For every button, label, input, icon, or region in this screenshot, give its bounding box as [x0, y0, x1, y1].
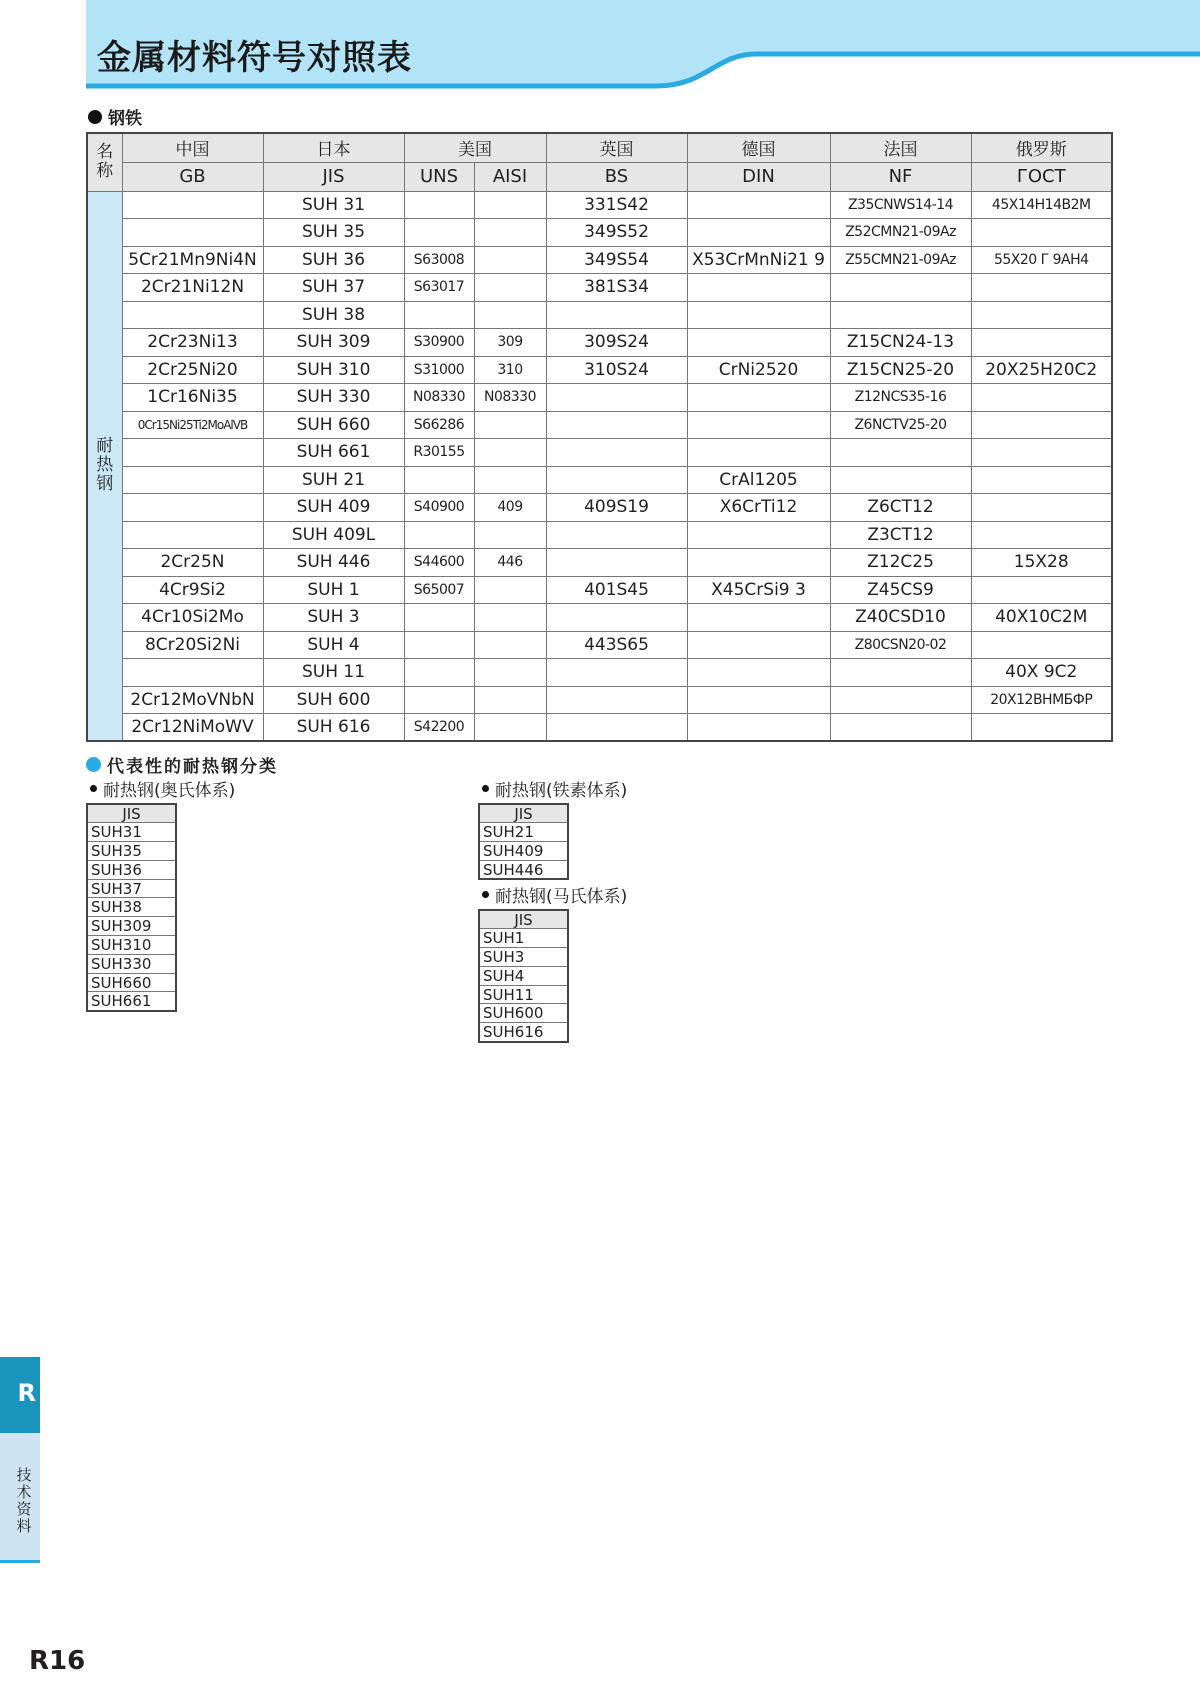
table-row: [87, 301, 1112, 329]
table-cell: [122, 494, 263, 522]
table-cell: [122, 659, 263, 687]
table-cell: 2Cr21Ni12N: [122, 274, 263, 302]
table-cell: Z15CN24-13: [830, 329, 971, 357]
table-cell: SUH 38: [263, 301, 404, 329]
table-cell: Z12NCS35-16: [830, 384, 971, 412]
table-cell: [830, 686, 971, 714]
material-table: [86, 132, 1113, 742]
side-tab-letter[interactable]: R: [0, 1357, 40, 1433]
table-cell: 409: [474, 494, 546, 522]
standard-header: JIS: [263, 162, 404, 191]
table-cell: 443S65: [546, 631, 687, 659]
table-cell: SUH 409L: [263, 521, 404, 549]
table-cell: [474, 246, 546, 274]
table-cell: [474, 631, 546, 659]
standard-header: GB: [122, 162, 263, 191]
bullet-icon: [482, 785, 489, 792]
table-row: [87, 356, 1112, 384]
table-row: [87, 191, 1112, 219]
group-table-cell: SUH37: [87, 879, 176, 898]
table-cell: SUH 37: [263, 274, 404, 302]
table-cell: 349S52: [546, 219, 687, 247]
table-cell: 40X10C2M: [971, 604, 1112, 632]
side-tab-label[interactable]: 技术资料: [0, 1433, 40, 1563]
table-cell: S30900: [404, 329, 474, 357]
table-cell: [687, 439, 830, 467]
group-table-cell: SUH35: [87, 842, 176, 861]
table-cell: [474, 439, 546, 467]
page-number: R16: [29, 1646, 86, 1676]
table-cell: Z6CT12: [830, 494, 971, 522]
table-cell: [474, 191, 546, 219]
table-cell: [404, 659, 474, 687]
table-cell: [687, 686, 830, 714]
table-cell: [687, 219, 830, 247]
group-table-cell: SUH38: [87, 898, 176, 917]
table-cell: Z45CS9: [830, 576, 971, 604]
table-cell: [474, 301, 546, 329]
table-cell: CrNi2520: [687, 356, 830, 384]
table-cell: X6CrTi12: [687, 494, 830, 522]
table-cell: S31000: [404, 356, 474, 384]
table-cell: SUH 661: [263, 439, 404, 467]
group-label: [482, 882, 627, 907]
table-cell: [474, 219, 546, 247]
table-cell: [474, 604, 546, 632]
table-cell: [971, 411, 1112, 439]
table-cell: Z52CMN21-09Az: [830, 219, 971, 247]
group-table-cell: SUH409: [479, 842, 568, 861]
table-row: [87, 466, 1112, 494]
table-row: [87, 411, 1112, 439]
bullet-icon: [86, 757, 101, 772]
table-cell: [122, 191, 263, 219]
bullet-icon: [482, 891, 489, 898]
table-cell: [546, 549, 687, 577]
table-cell: [546, 439, 687, 467]
table-cell: [404, 191, 474, 219]
table-cell: 15X28: [971, 549, 1112, 577]
table-cell: [404, 686, 474, 714]
group-table-cell: SUH4: [479, 966, 568, 985]
table-row: [87, 604, 1112, 632]
group-table-cell: SUH660: [87, 973, 176, 992]
table-row: [87, 521, 1112, 549]
country-header: 中国: [122, 133, 263, 162]
table-cell: [404, 604, 474, 632]
table-cell: 409S19: [546, 494, 687, 522]
table-cell: SUH 31: [263, 191, 404, 219]
group-label: [482, 776, 627, 801]
table-cell: 45X14H14B2M: [971, 191, 1112, 219]
table-cell: 331S42: [546, 191, 687, 219]
table-cell: Z80CSN20-02: [830, 631, 971, 659]
table-cell: [830, 714, 971, 742]
table-cell: [687, 329, 830, 357]
table-cell: Z40CSD10: [830, 604, 971, 632]
standard-header: AISI: [474, 162, 546, 191]
table-row: [87, 384, 1112, 412]
table-cell: [687, 521, 830, 549]
standard-header: ГОСТ: [971, 162, 1112, 191]
table-cell: [830, 466, 971, 494]
table-cell: [971, 439, 1112, 467]
table-cell: [474, 576, 546, 604]
table-cell: 4Cr10Si2Mo: [122, 604, 263, 632]
table-cell: [474, 659, 546, 687]
table-cell: [687, 714, 830, 742]
table-row: [87, 329, 1112, 357]
table-cell: [474, 686, 546, 714]
table-row: [87, 631, 1112, 659]
table-cell: 309S24: [546, 329, 687, 357]
table-cell: 20X25H20C2: [971, 356, 1112, 384]
table-cell: [687, 301, 830, 329]
country-header: 法国: [830, 133, 971, 162]
group-table-cell: SUH446: [479, 860, 568, 879]
table-cell: SUH 409: [263, 494, 404, 522]
table-cell: [122, 521, 263, 549]
table-cell: SUH 310: [263, 356, 404, 384]
table-cell: [687, 631, 830, 659]
table-cell: [971, 274, 1112, 302]
table-cell: SUH 616: [263, 714, 404, 742]
table-cell: 2Cr23Ni13: [122, 329, 263, 357]
table-cell: 1Cr16Ni35: [122, 384, 263, 412]
group-table-cell: SUH661: [87, 992, 176, 1011]
table-cell: S44600: [404, 549, 474, 577]
table-cell: N08330: [404, 384, 474, 412]
table-cell: 310S24: [546, 356, 687, 384]
table-cell: SUH 4: [263, 631, 404, 659]
table-cell: [830, 274, 971, 302]
table-cell: [546, 659, 687, 687]
table-cell: SUH 446: [263, 549, 404, 577]
table-cell: 2Cr25N: [122, 549, 263, 577]
table-cell: Z12C25: [830, 549, 971, 577]
table-cell: S42200: [404, 714, 474, 742]
table-cell: [687, 411, 830, 439]
standard-header: UNS: [404, 162, 474, 191]
table-cell: [687, 274, 830, 302]
table-cell: [971, 301, 1112, 329]
table-cell: [122, 466, 263, 494]
bullet-icon: [90, 785, 97, 792]
table-cell: 40X 9C2: [971, 659, 1112, 687]
section-label: 钢铁: [108, 109, 142, 129]
table-row: [87, 714, 1112, 742]
table-cell: [546, 411, 687, 439]
group-table-header: JIS: [479, 804, 568, 823]
table-cell: CrAl1205: [687, 466, 830, 494]
table-row: [87, 439, 1112, 467]
table-cell: [546, 521, 687, 549]
table-cell: [687, 604, 830, 632]
group-table-cell: SUH36: [87, 860, 176, 879]
table-cell: [971, 329, 1112, 357]
table-cell: [687, 549, 830, 577]
table-cell: X45CrSi9 3: [687, 576, 830, 604]
table-cell: [404, 466, 474, 494]
table-cell: [474, 521, 546, 549]
table-row: [87, 686, 1112, 714]
standard-header: BS: [546, 162, 687, 191]
country-header: 俄罗斯: [971, 133, 1112, 162]
table-row: [87, 274, 1112, 302]
country-header: 日本: [263, 133, 404, 162]
table-cell: 2Cr12MoVNbN: [122, 686, 263, 714]
group-table-cell: SUH309: [87, 917, 176, 936]
group-table: [478, 803, 569, 880]
table-cell: [830, 301, 971, 329]
standard-header: NF: [830, 162, 971, 191]
table-cell: S65007: [404, 576, 474, 604]
table-row: [87, 576, 1112, 604]
table-cell: SUH 600: [263, 686, 404, 714]
group-table-cell: SUH330: [87, 954, 176, 973]
bullet-icon: [88, 110, 102, 124]
table-cell: 446: [474, 549, 546, 577]
group-table-cell: SUH21: [479, 823, 568, 842]
table-cell: [546, 686, 687, 714]
table-cell: [474, 466, 546, 494]
table-cell: Z15CN25-20: [830, 356, 971, 384]
table-cell: [404, 219, 474, 247]
table-cell: [546, 301, 687, 329]
table-cell: [122, 439, 263, 467]
category-cell: 耐热钢: [87, 191, 122, 741]
table-cell: SUH 11: [263, 659, 404, 687]
table-cell: 381S34: [546, 274, 687, 302]
group-table: [86, 803, 177, 1012]
table-cell: SUH 36: [263, 246, 404, 274]
table-cell: X53CrMnNi21 9: [687, 246, 830, 274]
table-cell: Z6NCTV25-20: [830, 411, 971, 439]
table-cell: [687, 659, 830, 687]
table-cell: [971, 521, 1112, 549]
table-cell: Z3CT12: [830, 521, 971, 549]
table-cell: [687, 384, 830, 412]
group-table-cell: SUH31: [87, 823, 176, 842]
table-cell: 310: [474, 356, 546, 384]
table-cell: 401S45: [546, 576, 687, 604]
table-cell: SUH 21: [263, 466, 404, 494]
table-cell: 55X20 Г 9AH4: [971, 246, 1112, 274]
table-cell: [830, 439, 971, 467]
table-cell: S40900: [404, 494, 474, 522]
table-row: [87, 246, 1112, 274]
table-cell: 20X12BHMБФP: [971, 686, 1112, 714]
group-label: [90, 776, 235, 801]
table-row: [87, 549, 1112, 577]
classification-heading: [86, 752, 278, 777]
table-cell: [404, 521, 474, 549]
country-header: 美国: [404, 133, 546, 162]
name-header: 名称: [87, 133, 122, 191]
table-cell: Z35CNWS14-14: [830, 191, 971, 219]
group-table-cell: SUH310: [87, 936, 176, 955]
table-cell: [474, 411, 546, 439]
standard-header: DIN: [687, 162, 830, 191]
table-cell: S63017: [404, 274, 474, 302]
table-cell: [404, 301, 474, 329]
table-row: [87, 219, 1112, 247]
table-cell: SUH 1: [263, 576, 404, 604]
table-cell: [546, 714, 687, 742]
table-cell: 0Cr15Ni25Ti2MoAlVB: [122, 411, 263, 439]
classification-title: 代表性的耐热钢分类: [107, 757, 278, 777]
table-cell: N08330: [474, 384, 546, 412]
table-cell: [546, 466, 687, 494]
table-cell: [122, 219, 263, 247]
table-cell: SUH 3: [263, 604, 404, 632]
table-cell: [474, 714, 546, 742]
table-cell: 349S54: [546, 246, 687, 274]
table-cell: 5Cr21Mn9Ni4N: [122, 246, 263, 274]
country-header: 德国: [687, 133, 830, 162]
table-cell: [971, 219, 1112, 247]
table-cell: [971, 466, 1112, 494]
group-label-text: 耐热钢(铁素体系): [495, 781, 628, 801]
table-cell: 8Cr20Si2Ni: [122, 631, 263, 659]
table-row: [87, 659, 1112, 687]
group-table-cell: SUH11: [479, 985, 568, 1004]
table-row: [87, 494, 1112, 522]
table-cell: SUH 330: [263, 384, 404, 412]
table-cell: 2Cr12NiMoWV: [122, 714, 263, 742]
table-cell: S66286: [404, 411, 474, 439]
table-cell: R30155: [404, 439, 474, 467]
table-cell: SUH 35: [263, 219, 404, 247]
table-cell: Z55CMN21-09Az: [830, 246, 971, 274]
table-cell: [971, 576, 1112, 604]
page-title: 金属材料符号对照表: [97, 38, 412, 78]
group-table: [478, 909, 569, 1043]
group-table-cell: SUH3: [479, 948, 568, 967]
table-cell: S63008: [404, 246, 474, 274]
group-table-header: JIS: [87, 804, 176, 823]
table-cell: [122, 301, 263, 329]
group-table-header: JIS: [479, 910, 568, 929]
table-cell: 4Cr9Si2: [122, 576, 263, 604]
table-cell: 309: [474, 329, 546, 357]
group-label-text: 耐热钢(奥氏体系): [103, 781, 236, 801]
table-cell: [971, 631, 1112, 659]
table-cell: 2Cr25Ni20: [122, 356, 263, 384]
table-cell: [546, 604, 687, 632]
table-cell: [687, 191, 830, 219]
table-cell: [474, 274, 546, 302]
group-label-text: 耐热钢(马氏体系): [495, 887, 628, 907]
table-cell: [404, 631, 474, 659]
table-cell: SUH 660: [263, 411, 404, 439]
group-table-cell: SUH600: [479, 1004, 568, 1023]
table-cell: [830, 659, 971, 687]
table-cell: [971, 384, 1112, 412]
table-cell: [971, 714, 1112, 742]
group-table-cell: SUH616: [479, 1023, 568, 1042]
table-cell: SUH 309: [263, 329, 404, 357]
section-heading: [88, 104, 142, 129]
table-cell: [971, 494, 1112, 522]
group-table-cell: SUH1: [479, 929, 568, 948]
country-header: 英国: [546, 133, 687, 162]
table-cell: [546, 384, 687, 412]
